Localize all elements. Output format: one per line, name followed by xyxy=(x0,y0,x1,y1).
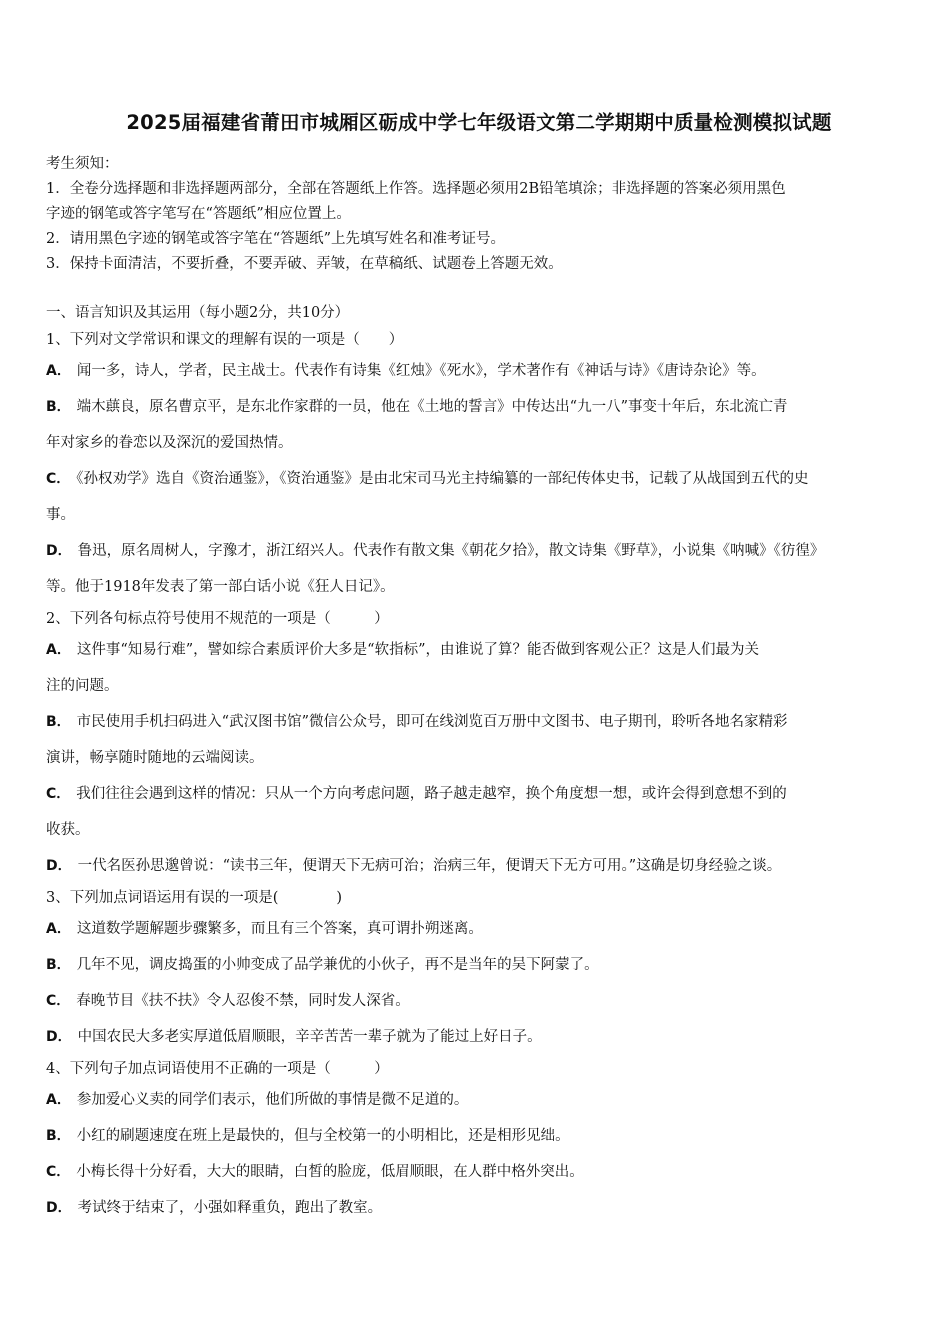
question-2 xyxy=(46,607,912,884)
option-letter: B． xyxy=(46,399,71,415)
option-b xyxy=(46,389,912,425)
option-letter: A． xyxy=(46,1092,71,1108)
option-c xyxy=(46,983,912,1019)
question-4 xyxy=(46,1057,912,1226)
question-3 xyxy=(46,886,912,1055)
option-text: 《孙权劝学》选自《资治通鉴》，《资治通鉴》是由北宋司马光主持编纂的一部纪传体史书，记载了从战国到五代的史 xyxy=(76,471,809,487)
notice-heading: 考生须知： xyxy=(46,156,119,172)
option-a-continued: 注的问题。 xyxy=(46,678,119,694)
option-letter: A． xyxy=(46,921,71,937)
option-letter: B． xyxy=(46,957,71,973)
notice-block xyxy=(46,152,912,277)
exam-page xyxy=(46,108,912,1226)
option-letter: C． xyxy=(46,786,71,802)
exam-title: 2025届福建省莆田市城厢区砺成中学七年级语文第二学期期中质量检测模拟试题 xyxy=(126,111,832,134)
option-text: 参加爱心义卖的同学们表示，他们所做的事情是微不足道的。 xyxy=(76,1092,469,1108)
option-c xyxy=(46,776,912,812)
option-text: 端木蕻良，原名曹京平，是东北作家群的一员，他在《土地的誓言》中传达出“九一八”事变十年后，东北流亡青 xyxy=(76,399,788,415)
option-b xyxy=(46,947,912,983)
notice-item: 2．请用黑色字迹的钢笔或答字笔在“答题纸”上先填写姓名和准考证号。 xyxy=(46,231,506,247)
notice-item: 字迹的钢笔或答字笔写在“答题纸”相应位置上。 xyxy=(46,206,351,222)
option-text: 市民使用手机扫码进入“武汉图书馆”微信公众号，即可在线浏览百万册中文图书、电子期刊，聆听各地名家精彩 xyxy=(76,714,788,730)
option-b-continued: 演讲，畅享随时随地的云端阅读。 xyxy=(46,750,264,766)
option-text: 鲁迅，原名周树人，字豫才，浙江绍兴人。代表作有散文集《朝花夕拾》，散文诗集《野草》，小说集《呐喊》《彷徨》 xyxy=(77,543,825,559)
notice-item: 3．保持卡面清洁，不要折叠，不要弄破、弄皱，在草稿纸、试题卷上答题无效。 xyxy=(46,256,563,272)
option-b xyxy=(46,704,912,740)
option-letter: D． xyxy=(46,1029,72,1045)
option-text: 一代名医孙思邈曾说：“读书三年，便谓天下无病可治；治病三年，便谓天下无方可用。”这确是切身经验之谈。 xyxy=(77,858,782,874)
option-letter: C． xyxy=(46,471,71,487)
option-a xyxy=(46,1082,912,1118)
option-c xyxy=(46,461,912,497)
option-text: 我们往往会遇到这样的情况：只从一个方向考虑问题，路子越走越窄，换个角度想一想，或许会得到意想不到的 xyxy=(76,786,787,802)
option-c-continued: 收获。 xyxy=(46,822,90,838)
option-b xyxy=(46,1118,912,1154)
option-d xyxy=(46,533,912,569)
option-c-continued: 事。 xyxy=(46,507,75,523)
question-stem: 4、下列句子加点词语使用不正确的一项是（ ） xyxy=(46,1061,389,1077)
option-letter: A． xyxy=(46,642,71,658)
option-d xyxy=(46,1190,912,1226)
option-text: 小梅长得十分好看，大大的眼睛，白皙的脸庞，低眉顺眼，在人群中格外突出。 xyxy=(76,1164,584,1180)
option-text: 几年不见，调皮捣蛋的小帅变成了品学兼优的小伙子，再不是当年的吴下阿蒙了。 xyxy=(76,957,599,973)
option-c xyxy=(46,1154,912,1190)
option-letter: D． xyxy=(46,543,72,559)
option-d-continued: 等。他于1918年发表了第一部白话小说《狂人日记》。 xyxy=(46,579,395,595)
option-a xyxy=(46,632,912,668)
option-letter: A． xyxy=(46,363,71,379)
option-text: 小红的刷题速度在班上是最快的，但与全校第一的小明相比，还是相形见绌。 xyxy=(76,1128,570,1144)
option-letter: B． xyxy=(46,1128,71,1144)
question-stem: 1、下列对文学常识和课文的理解有误的一项是（ ） xyxy=(46,332,404,348)
option-letter: C． xyxy=(46,993,71,1009)
option-letter: D． xyxy=(46,858,72,874)
option-letter: B． xyxy=(46,714,71,730)
option-text: 闻一多，诗人，学者，民主战士。代表作有诗集《红烛》《死水》，学术著作有《神话与诗》《唐诗杂论》等。 xyxy=(76,363,766,379)
option-d xyxy=(46,848,912,884)
option-letter: C． xyxy=(46,1164,71,1180)
option-b-continued: 年对家乡的眷恋以及深沉的爱国热情。 xyxy=(46,435,293,451)
notice-item: 1．全卷分选择题和非选择题两部分，全部在答题纸上作答。选择题必须用2B铅笔填涂；非选择题的答案必须用黑色 xyxy=(46,181,786,197)
option-a xyxy=(46,911,912,947)
option-text: 考试终于结束了，小强如释重负，跑出了教室。 xyxy=(77,1200,383,1216)
option-letter: D． xyxy=(46,1200,72,1216)
question-stem: 3、下列加点词语运用有误的一项是( ) xyxy=(46,890,343,906)
option-text: 这件事“知易行难”，譬如综合素质评价大多是“软指标”，由谁说了算？能否做到客观公正？这是人们最为关 xyxy=(76,642,759,658)
question-1 xyxy=(46,328,912,605)
option-text: 这道数学题解题步骤繁多，而且有三个答案，真可谓扑朔迷离。 xyxy=(76,921,483,937)
option-text: 中国农民大多老实厚道低眉顺眼，辛辛苦苦一辈子就为了能过上好日子。 xyxy=(77,1029,542,1045)
option-text: 春晚节目《扶不扶》令人忍俊不禁，同时发人深省。 xyxy=(76,993,410,1009)
option-a xyxy=(46,353,912,389)
section-heading: 一、语言知识及其运用（每小题2分，共10分） xyxy=(46,305,350,321)
question-stem: 2、下列各句标点符号使用不规范的一项是（ ） xyxy=(46,611,389,627)
option-d xyxy=(46,1019,912,1055)
